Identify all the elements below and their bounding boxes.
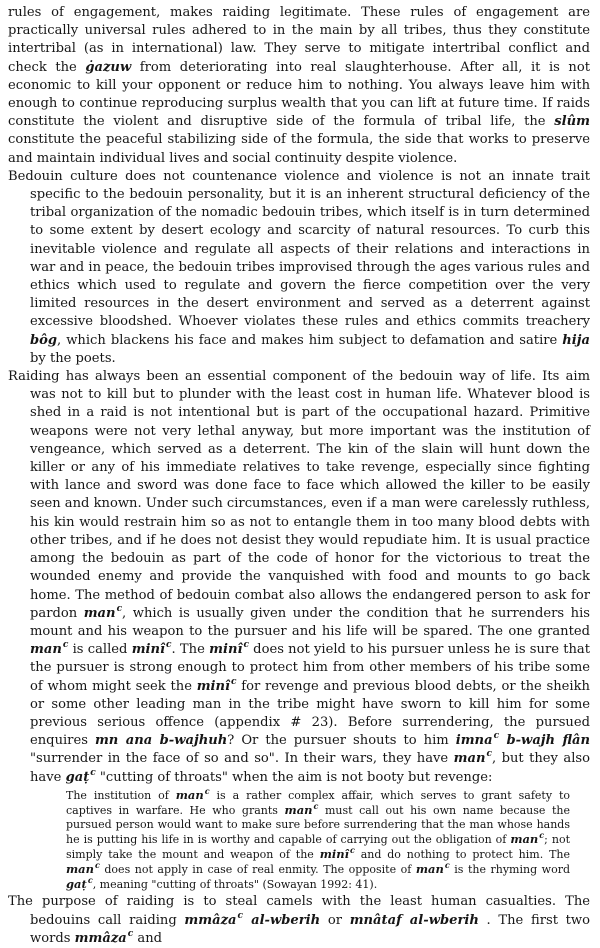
paragraph-purpose-of-raiding: The purpose of raiding is to steal camels with the least human casualties. The bedouins call raiding mmâza$^c$ al-wberih or mnâtaf al-wberih . The first two words mmâza$^c$ and [8,894,591,946]
term-hija: hija [562,332,590,348]
term-man: man$^c$ [415,860,450,877]
term-man: man$^c$ [175,785,210,802]
term-gat: gaṭ$^c$ [65,767,96,785]
term-man: man$^c$ [284,800,319,817]
term-man: man$^c$ [30,640,69,658]
term-man: man$^c$ [510,830,545,847]
term-bog: bôg [30,332,58,348]
term-man: man$^c$ [453,749,492,767]
paragraph-bedouin-culture: Bedouin culture does not countenance violence and violence is not an innate trait specific to the bedouin personality, but it is an inherent structural deficiency of the tribal organization of the nomadic bedouin tribes, which itself is in turn determined to some extent by desert ecology and scarcity of natural resources. To curb this inevitable violence and regulate all aspects of their relations and interactions in war and in peace, the bedouin tribes improvised through the ages various rules and ethics which used to regulate and govern the fierce competition over the very limited resources in the desert environment and served as a deterrent against excessive bloodshed. Whoever violates these rules and ethics commits treachery bôg, which blackens his face and makes him subject to defamation and satire hija by the poets. [8,168,590,366]
term-mn-ana-b-wajhuh: mn ana b-wajhuh [94,733,228,749]
term-man: man$^c$ [83,603,123,621]
paragraph-raiding: Raiding has always been an essential component of the bedouin way of life. Its aim was not to kill but to plunder with the least cost in human life. Whatever blood is shed in a raid is not intentional but is part of the occupational hazard. Primitive weapons were not very lethal anyway, but more important was the institution of vengeance, which served as a deterrent. The kin of the slain will hunt down the killer or any of his immediate relatives to take revenge, especially since fighting with lance and sword was done face to face which allowed the killer to be easily seen and known. Under such circumstances, even if a man were carelessly ruthless, his kin would restrain him so as not to entangle them in too many blood debts with other tribes, and if he does not desist they would repudiate him. It is usual practice among the bedouin as part of the code of honor for the victorious to treat the wounded enemy and provide the vanquished with food and mounts to go back home. The method of bedouin combat also allows the endangered person to ask for pardon man$^c$, which is usually given under the condition that he surrenders his mount and his weapon to the pursuer and his life will be spared. The one granted man$^c$ is called minî$^c$. The minî$^c$ does not yield to his pursuer unless he is sure that the pursuer is strong enough to protect him from other members of his tribe some of whom might seek the minî$^c$ for revenge and previous blood debts, or the sheikh or some other leading man in the tribe might have sworn to kill him for some previous serious offence (appendix # 23). Before surrendering, the pursued enquires mn ana b-wajhuh? Or the pursuer shouts to him imna$^c$ b-wajh flân "surrender in the face of so and so". In their wars, they have man$^c$, but they also have gaṭ$^c$ "cutting of throats" when the aim is not booty but revenge: [8,369,591,785]
term-gat: gaṭ$^c$ [66,875,93,892]
term-mini: minî$^c$ [196,676,237,694]
paragraph-rules-of-engagement: rules of engagement, makes raiding legitimate. These rules of engagement are practically universal rules adhered to in the main by all tribes, thus they constitute intertribal (as in international) law. They serve to mitigate intertribal conflict and check the ġazuw from deteriorating into real slaughterhouse. After all, it is not economic to kill your opponent or reduce him to nothing. You always leave him with enough to continue reproducing surplus wealth that you can lift at future time. If raids constitute the violent and disruptive side of the formula of tribal life, the slûm constitute the peaceful stabilizing side of the formula, the side that works to preserve and maintain individual lives and social continuity despite violence. [8,5,590,166]
term-mmaza: mmâza$^c$ [74,928,134,946]
term-mini: minî$^c$ [319,845,355,862]
term-mini: minî$^c$ [209,640,249,658]
term-imna-b-wajh-flan: imna$^c$ b-wajh flân [455,731,590,749]
term-slum: slûm [554,114,590,130]
term-man: man$^c$ [66,860,100,877]
term-mini: minî$^c$ [131,640,172,658]
term-mnataf-al-wberih: mnâtaf al-wberih [349,912,479,928]
block-quote-sowayan: The institution of man$^c$ is a rather complex affair, which serves to grant safety to captives in warfare. He who grants man$^c$ must call out his own name because the pursued person would want to make sure before surrendering that the man whose hands he is putting his life in is worthy and capable of carrying out the obligation of man$^c$; not simply take the mount and weapon of the minî$^c$ and do nothing to protect him. The man$^c$ does not apply in case of real enmity. The opposite of man$^c$ is the rhyming word gaṭ$^c$, meaning "cutting of throats" (Sowayan 1992: 41). [66,785,571,892]
term-mmaza-al-wberih: mmâza$^c$ al-wberih [184,910,321,928]
term-gazuw: ġazuw [85,59,132,75]
